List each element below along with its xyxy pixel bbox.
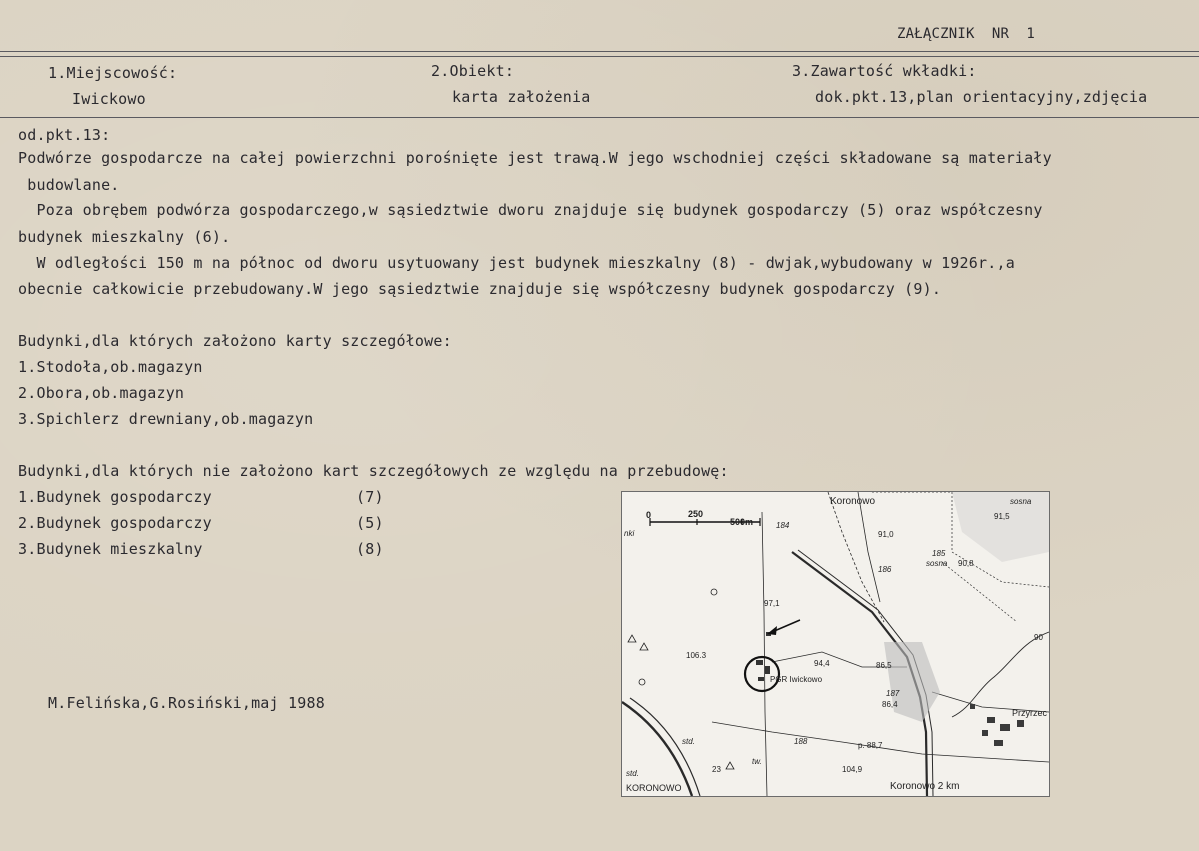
railway-bottom-left [622,702,692,796]
stream [952,632,1049,717]
orientation-map [621,491,1050,797]
road-vertical [762,512,767,796]
map-label: 186 [878,565,892,574]
map-label: 86,4 [882,700,898,709]
signature: M.Felińska,G.Rosiński,maj 1988 [48,694,325,712]
map-label: KORONOWO [626,783,682,793]
fields-rule [0,117,1199,118]
scale-label: 0 [646,510,652,520]
object-label: 2.Obiekt: [431,62,515,80]
map-label: PGR Iwickowo [770,675,823,684]
detailed-card-item: 2.Obora,ob.magazyn [18,384,185,402]
para1-line2: budowlane. [18,176,120,194]
map-label: 91,5 [994,512,1010,521]
map-label: 86,5 [876,661,892,670]
para1-line1: Podwórze gospodarcze na całej powierzchni porośnięte jest trawą.W jego wschodniej części składowane są materiały [18,149,1052,167]
para2-line1: Poza obrębem podwórza gospodarczego,w sąsiedztwie dworu znajduje się budynek gospodarczy (5) oraz współczesny [18,201,1043,219]
triangulation-markers [628,589,734,769]
map-label: nki [624,529,635,538]
top-rule [0,51,1199,52]
forest-area [884,492,1049,722]
no-card-item-num: (5) [356,514,384,532]
road-top [828,492,884,622]
map-label: 104,9 [842,765,863,774]
map-label: 90 [1034,633,1043,642]
map-label: std. [682,737,695,746]
no-card-item-name: 2.Budynek gospodarczy [18,514,212,532]
place-value: Iwickowo [72,90,146,108]
map-label: 91,0 [878,530,894,539]
detailed-card-item: 1.Stodoła,ob.magazyn [18,358,203,376]
contents-label: 3.Zawartość wkładki: [792,62,977,80]
map-label: std. [626,769,639,778]
map-label: 187 [886,689,900,698]
para3-line2: obecnie całkowicie przebudowany.W jego sąsiedztwie znajduje się współczesny budynek gospodarczy (9). [18,280,942,298]
attachment-number: ZAŁĄCZNIK NR 1 [897,26,1036,42]
map-label: sosna [926,559,948,568]
map-label: sosna [1010,497,1032,506]
map-label: tw. [752,757,762,766]
para2-line2: budynek mieszkalny (6). [18,228,231,246]
map-label: 184 [776,521,790,530]
map-label: Przyrzec [1012,708,1048,718]
detailed-cards-heading: Budynki,dla których założono karty szczegółowe: [18,332,452,350]
no-card-item-num: (8) [356,540,384,558]
railway-bottom-left-parallel [630,698,700,796]
map-label: 90,8 [958,559,974,568]
no-card-item-name: 1.Budynek gospodarczy [18,488,212,506]
map-label: Koronowo 2 km [890,781,960,792]
map-label: 106.3 [686,651,707,660]
section-ref: od.pkt.13: [18,126,111,144]
para3-line1: W odległości 150 m na północ od dworu usytuowany jest budynek mieszkalny (8) - dwjak,wybudowany w 1926r.,a [18,254,1015,272]
no-card-item-name: 3.Budynek mieszkalny [18,540,203,558]
map-label: 185 [932,549,946,558]
contents-value: dok.pkt.13,plan orientacyjny,zdjęcia [815,88,1148,106]
map-label: p. 88,7 [858,741,883,750]
arrow-icon [767,620,800,635]
map-label: 94,4 [814,659,830,668]
map-label: 188 [794,737,808,746]
map-label: 23 [712,765,721,774]
field-boundary [942,562,1017,622]
top-rule-thin [0,56,1199,57]
detailed-card-item: 3.Spichlerz drewniany,ob.magazyn [18,410,314,428]
scale-label: 250 [688,509,704,519]
place-label: 1.Miejscowość: [48,64,178,82]
object-value: karta założenia [452,88,591,106]
map-label: Koronowo [830,496,876,507]
no-cards-heading: Budynki,dla których nie założono kart szczegółowych ze względu na przebudowę: [18,462,729,480]
no-card-item-num: (7) [356,488,384,506]
map-label: 97,1 [764,599,780,608]
scale-label: 500m [730,517,754,527]
road-top-2 [858,492,880,602]
map-drawing [622,492,1049,796]
